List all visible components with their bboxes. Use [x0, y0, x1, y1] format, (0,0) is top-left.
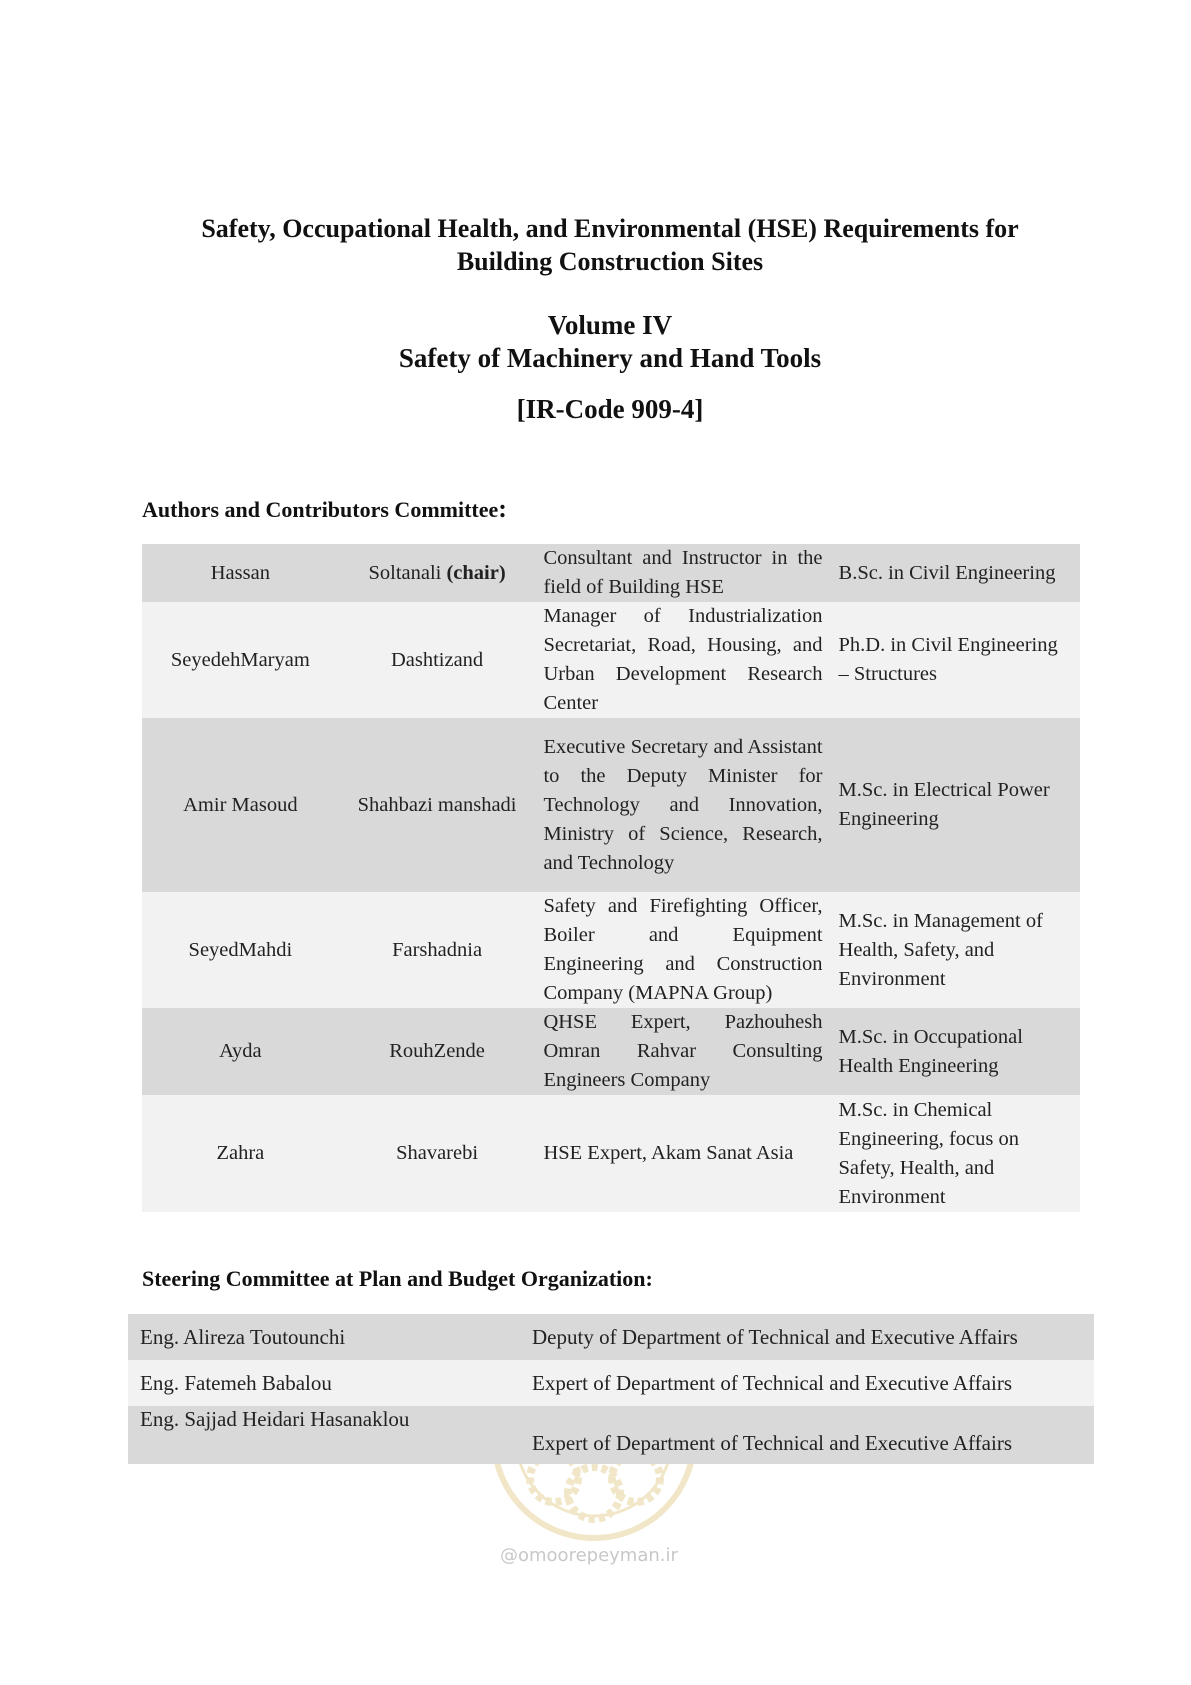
- author-position: Safety and Firefighting Officer, Boiler and Equipment Engineering and Construction Company (MAPNA Group): [535, 892, 830, 1008]
- author-first-name: SeyedehMaryam: [142, 602, 339, 718]
- author-last-name: Shahbazi manshadi: [339, 718, 536, 892]
- authors-heading-text: Authors and Contributors Committee: [142, 497, 499, 522]
- author-last-name: Dashtizand: [339, 602, 536, 718]
- steering-member-role: Expert of Department of Technical and Executive Affairs: [520, 1406, 1094, 1464]
- volume-subtitle: Safety of Machinery and Hand Tools: [398, 343, 822, 373]
- authors-heading: [142, 494, 507, 524]
- steering-heading: Steering Committee at Plan and Budget Organization:: [142, 1266, 653, 1291]
- table-row: [142, 1095, 1080, 1212]
- author-first-name: SeyedMahdi: [142, 892, 339, 1008]
- author-position: Consultant and Instructor in the field of Building HSE: [535, 544, 830, 602]
- table-row: [128, 1360, 1094, 1406]
- title-line-2: Building Construction Sites: [456, 247, 764, 276]
- table-row: [142, 544, 1080, 602]
- author-first-name: Ayda: [142, 1008, 339, 1095]
- steering-member-name: Eng. Sajjad Heidari Hasanaklou: [128, 1406, 520, 1464]
- author-position: Manager of Industrialization Secretariat, Road, Housing, and Urban Development Research Center: [535, 602, 830, 718]
- author-first-name: Hassan: [142, 544, 339, 602]
- author-degree: M.Sc. in Occupational Health Engineering: [831, 1008, 1080, 1095]
- author-first-name: Amir Masoud: [142, 718, 339, 892]
- table-row: [142, 602, 1080, 718]
- document-code: [IR-Code 909-4]: [516, 394, 704, 424]
- chair-note: (chair): [446, 561, 506, 584]
- authors-table: [142, 544, 1080, 1212]
- steering-member-name: Eng. Fatemeh Babalou: [128, 1360, 520, 1406]
- author-position: HSE Expert, Akam Sanat Asia: [535, 1095, 830, 1212]
- author-last-name: RouhZende: [339, 1008, 536, 1095]
- author-position: QHSE Expert, Pazhouhesh Omran Rahvar Consulting Engineers Company: [535, 1008, 830, 1095]
- author-last-name-text: Soltanali: [368, 561, 442, 584]
- author-degree: B.Sc. in Civil Engineering: [831, 544, 1080, 602]
- author-position: Executive Secretary and Assistant to the Deputy Minister for Technology and Innovation, Ministry of Science, Research, and Technology: [535, 718, 830, 892]
- table-row: [128, 1406, 1094, 1464]
- authors-heading-colon: :: [498, 494, 507, 523]
- steering-member-role: Expert of Department of Technical and Executive Affairs: [520, 1360, 1094, 1406]
- steering-member-role: Deputy of Department of Technical and Executive Affairs: [520, 1314, 1094, 1360]
- author-last-name: [339, 544, 536, 602]
- author-degree: M.Sc. in Chemical Engineering, focus on Safety, Health, and Environment: [831, 1095, 1080, 1212]
- table-row: [142, 892, 1080, 1008]
- table-row: [142, 718, 1080, 892]
- author-degree: Ph.D. in Civil Engineering – Structures: [831, 602, 1080, 718]
- author-first-name: Zahra: [142, 1095, 339, 1212]
- title-line-1: Safety, Occupational Health, and Environmental (HSE) Requirements for: [201, 214, 1019, 243]
- author-degree: M.Sc. in Management of Health, Safety, and Environment: [831, 892, 1080, 1008]
- document-title: [120, 212, 1100, 278]
- volume-block: [120, 309, 1100, 375]
- author-degree: M.Sc. in Electrical Power Engineering: [831, 718, 1080, 892]
- table-row: [142, 1008, 1080, 1095]
- author-last-name: Shavarebi: [339, 1095, 536, 1212]
- table-row: [128, 1314, 1094, 1360]
- author-last-name: Farshadnia: [339, 892, 536, 1008]
- volume-label: Volume IV: [547, 310, 673, 340]
- steering-member-name: Eng. Alireza Toutounchi: [128, 1314, 520, 1360]
- watermark-text: @omoorepeyman.ir: [500, 1545, 678, 1566]
- steering-table: [128, 1314, 1094, 1464]
